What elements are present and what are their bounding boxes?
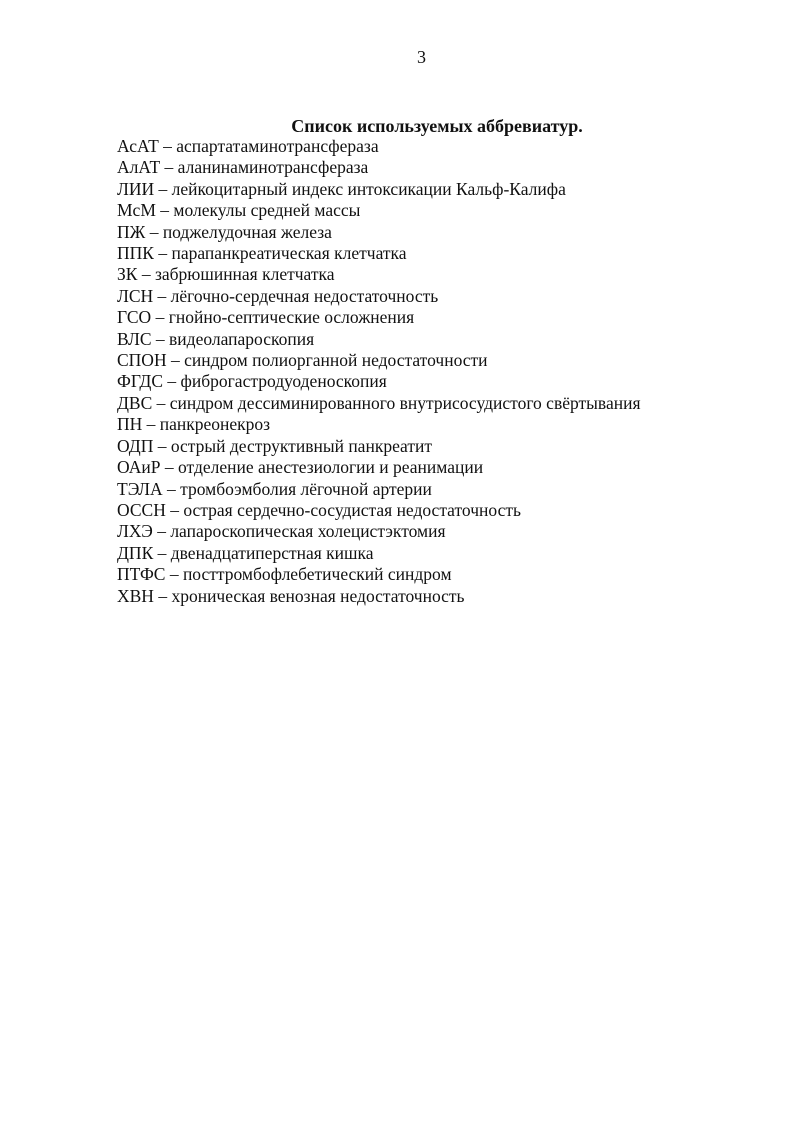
abbreviation-item: АлАТ – аланинаминотрансфераза xyxy=(117,157,369,178)
abbreviation-item: МсМ – молекулы средней массы xyxy=(117,200,361,221)
abbreviation-item: ТЭЛА – тромбоэмболия лёгочной артерии xyxy=(117,478,432,499)
abbreviation-item: ХВН – хроническая венозная недостаточность xyxy=(117,585,465,606)
abbreviation-item: ЗК – забрюшинная клетчатка xyxy=(117,264,335,285)
abbreviation-item: ЛИИ – лейкоцитарный индекс интоксикации Кальф-Калифа xyxy=(117,178,566,199)
abbreviation-item: ОДП – острый деструктивный панкреатит xyxy=(117,435,433,456)
abbreviation-item: ДВС – синдром дессиминированного внутрисосудистого свёртывания xyxy=(117,392,641,413)
abbreviation-item: ГСО – гнойно-септические осложнения xyxy=(117,307,415,328)
abbreviation-item: ПТФС – посттромбофлебетический синдром xyxy=(117,564,452,585)
abbreviation-item: ВЛС – видеолапароскопия xyxy=(117,328,315,349)
abbreviation-item: ПН – панкреонекроз xyxy=(117,414,271,435)
abbreviation-item: ФГДС – фиброгастродуоденоскопия xyxy=(117,371,387,392)
abbreviation-item: ЛСН – лёгочно-сердечная недостаточность xyxy=(117,285,439,306)
abbreviation-item: ДПК – двенадцатиперстная кишка xyxy=(117,542,374,563)
abbreviation-item: ППК – парапанкреатическая клетчатка xyxy=(117,243,407,264)
abbreviation-item: АсАТ – аспартатаминотрансфераза xyxy=(117,136,379,156)
abbreviation-list xyxy=(117,136,641,607)
abbreviation-item: ОАиР – отделение анестезиологии и реанимации xyxy=(117,457,484,478)
page-title: Список используемых аббревиатур. xyxy=(291,116,583,136)
abbreviation-item: ЛХЭ – лапароскопическая холецистэктомия xyxy=(117,521,446,542)
abbreviation-item: ОССН – острая сердечно-сосудистая недостаточность xyxy=(117,499,521,520)
abbreviation-item: ПЖ – поджелудочная железа xyxy=(117,221,332,242)
page-number: 3 xyxy=(417,47,426,67)
abbreviation-item: СПОН – синдром полиорганной недостаточности xyxy=(117,350,488,371)
